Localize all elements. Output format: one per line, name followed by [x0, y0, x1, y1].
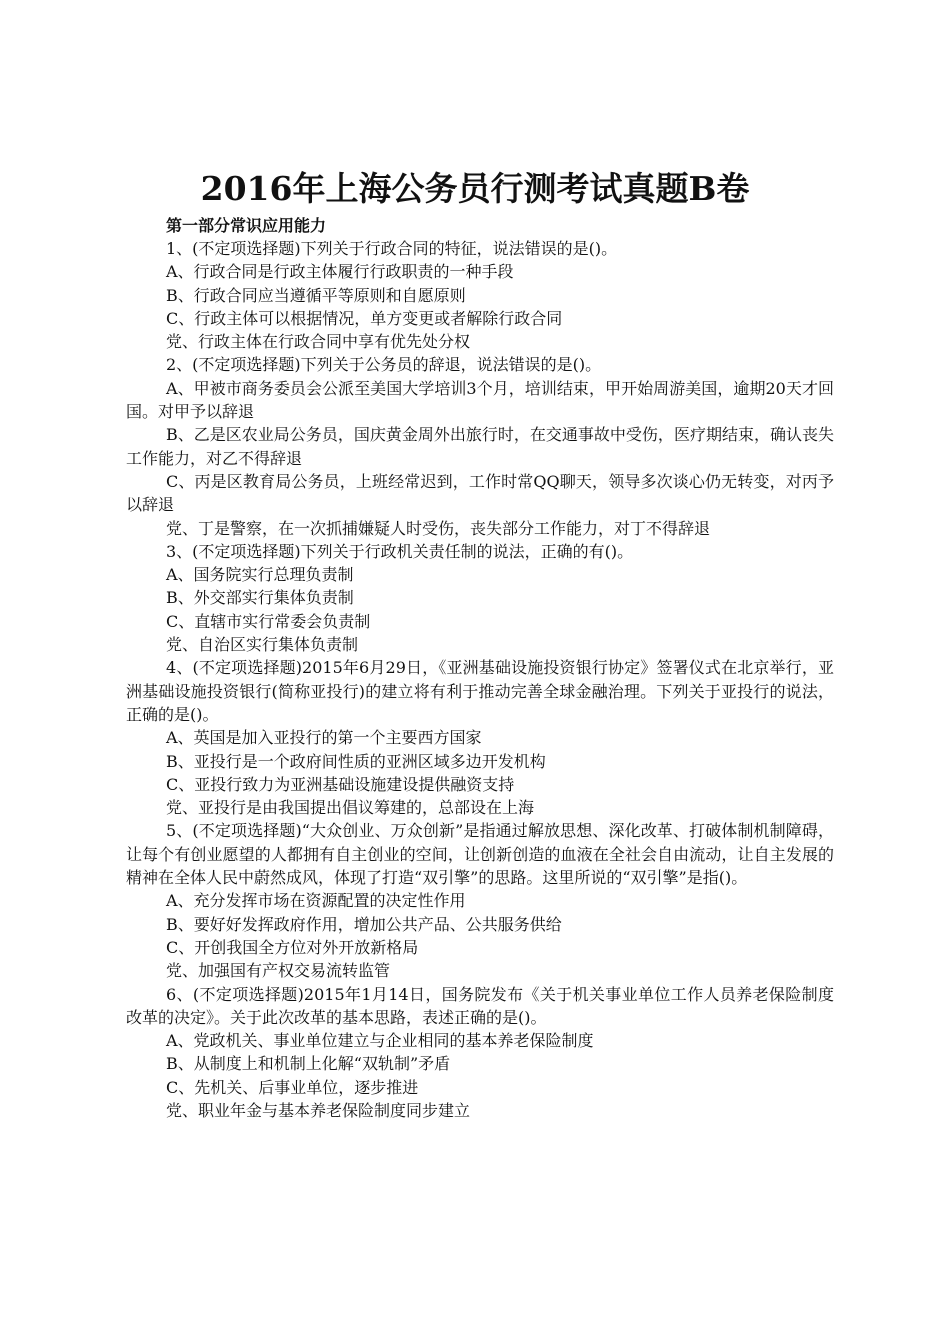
question-5-option-b: B、要好好发挥政府作用，增加公共产品、公共服务供给 [166, 914, 562, 934]
question-3-option-a: A、国务院实行总理负责制 [166, 565, 354, 585]
question-3-stem: 3、(不定项选择题)下列关于行政机关责任制的说法，正确的有()。 [166, 541, 634, 561]
question-4-option-c: C、亚投行致力为亚洲基础设施建设提供融资支持 [166, 774, 515, 794]
question-6-option-b: B、从制度上和机制上化解“双轨制”矛盾 [166, 1054, 451, 1074]
question-2-option-d: 党、丁是警察，在一次抓捕嫌疑人时受伤，丧失部分工作能力，对丁不得辞退 [166, 518, 711, 538]
question-5-option-d: 党、加强国有产权交易流转监管 [166, 961, 391, 981]
question-2-stem: 2、(不定项选择题)下列关于公务员的辞退，说法错误的是()。 [166, 355, 602, 375]
question-2-option-a: A、甲被市商务委员会公派至美国大学培训3个月，培训结束，甲开始周游美国，逾期20天才回国。对甲予以辞退 [126, 378, 834, 422]
document-body [126, 214, 834, 1122]
question-1-option-b: B、行政合同应当遵循平等原则和自愿原则 [166, 285, 466, 305]
question-6-stem: 6、(不定项选择题)2015年1月14日，国务院发布《关于机关事业单位工作人员养老保险制度改革的决定》。关于此次改革的基本思路，表述正确的是()。 [126, 984, 834, 1027]
question-5-option-a: A、充分发挥市场在资源配置的决定性作用 [166, 891, 466, 911]
question-4-option-a: A、英国是加入亚投行的第一个主要西方国家 [166, 728, 482, 748]
question-5-stem: 5、(不定项选择题)“大众创业、万众创新”是指通过解放思想、深化改革、打破体制机制障碍，让每个有创业愿望的人都拥有自主创业的空间，让创新创造的血液在全社会自由流动，让自主发展的精神在全体人民中蔚然成风，体现了打造“双引擎”的思路。这里所说的“双引擎”是指()。 [126, 821, 834, 888]
question-3-option-c: C、直辖市实行常委会负责制 [166, 611, 371, 631]
question-1-option-a: A、行政合同是行政主体履行行政职责的一种手段 [166, 262, 514, 282]
question-1-option-d: 党、行政主体在行政合同中享有优先处分权 [166, 332, 471, 352]
question-6-option-c: C、先机关、后事业单位，逐步推进 [166, 1077, 419, 1097]
question-2-option-b: B、乙是区农业局公务员，国庆黄金周外出旅行时，在交通事故中受伤，医疗期结束，确认丧失工作能力，对乙不得辞退 [126, 425, 834, 468]
question-5-option-c: C、开创我国全方位对外开放新格局 [166, 937, 419, 957]
document-title: 2016年上海公务员行测考试真题B卷 [200, 169, 750, 208]
question-3-option-d: 党、自治区实行集体负责制 [166, 635, 359, 655]
question-2-option-c: C、丙是区教育局公务员，上班经常迟到，工作时常QQ聊天，领导多次谈心仍无转变，对丙予以辞退 [126, 471, 834, 515]
question-4-option-d: 党、亚投行是由我国提出倡议筹建的，总部设在上海 [166, 798, 535, 818]
question-3-option-b: B、外交部实行集体负责制 [166, 588, 354, 608]
question-6-option-a: A、党政机关、事业单位建立与企业相同的基本养老保险制度 [166, 1031, 594, 1051]
question-1-stem: 1、(不定项选择题)下列关于行政合同的特征，说法错误的是()。 [166, 239, 618, 258]
question-4-stem: 4、(不定项选择题)2015年6月29日，《亚洲基础设施投资银行协定》签署仪式在北京举行，亚洲基础设施投资银行(简称亚投行)的建立将有利于推动完善全球金融治理。下列关于亚投行的说法，正确的是()。 [126, 658, 834, 724]
question-4-option-b: B、亚投行是一个政府间性质的亚洲区域多边开发机构 [166, 751, 546, 771]
question-6-option-d: 党、职业年金与基本养老保险制度同步建立 [166, 1100, 471, 1120]
section-heading: 第一部分常识应用能力 [166, 216, 327, 235]
question-1-option-c: C、行政主体可以根据情况，单方变更或者解除行政合同 [166, 308, 563, 328]
